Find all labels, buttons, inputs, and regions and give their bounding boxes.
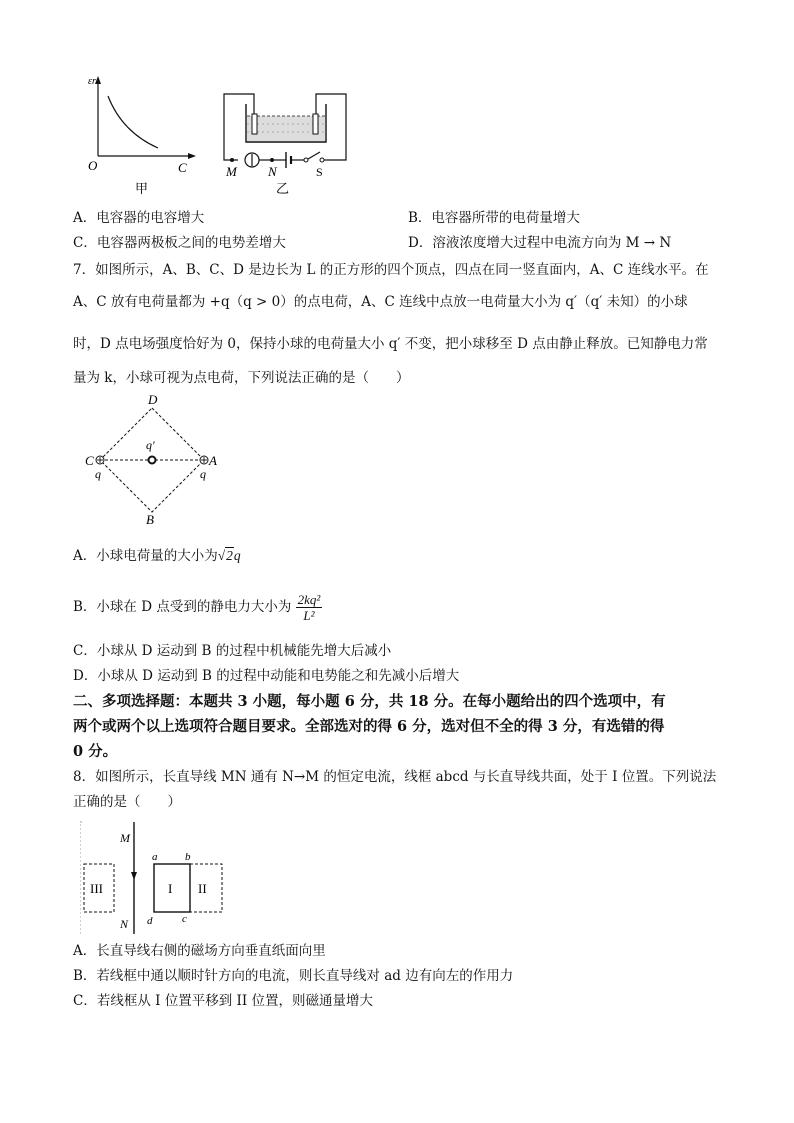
q6-option-b: B．电容器所带的电荷量增大: [408, 210, 580, 226]
section2-heading-line-3: 0 分。: [73, 743, 118, 760]
q8-fig-label-ii: II: [198, 881, 207, 896]
q7-fig-label-d: D: [148, 392, 158, 407]
section2-heading-line-2: 两个或两个以上选项符合题目要求。全部选对的得 6 分，选对但不全的得 3 分，有选错的得: [73, 718, 665, 735]
q7-stem-line-2: A、C 放有电荷量都为 +q（q > 0）的点电荷，A、C 连线中点放一电荷量大小为 q′（q′ 未知）的小球: [73, 294, 688, 310]
q8-fig-label-m: M: [120, 831, 130, 845]
q7-option-b-denominator: L²: [303, 608, 315, 623]
q7-option-c: C．小球从 D 运动到 B 的过程中机械能先增大后减小: [73, 643, 392, 659]
q7-option-a: [73, 546, 241, 566]
q8-option-b: B．若线框中通以顺时针方向的电流，则长直导线对 ad 边有向左的作用力: [73, 968, 514, 984]
figure-graph-jia: [80, 68, 200, 198]
q8-stem-line-1: 8．如图所示，长直导线 MN 通有 N→M 的恒定电流，线框 abcd 与长直导线共面，处于 I 位置。下列说法: [73, 769, 717, 785]
q8-stem-line-2: 正确的是（ ）: [73, 794, 181, 810]
q7-option-a-sqrt: √2: [217, 548, 233, 563]
q7-fig-label-q-left: q: [95, 467, 101, 481]
q6-option-d: D．溶液浓度增大过程中电流方向为 M → N: [408, 235, 672, 251]
circuit-label-n: N: [268, 164, 277, 179]
q8-option-a: A．长直导线右侧的磁场方向垂直纸面向里: [73, 943, 326, 959]
q8-fig-label-n: N: [120, 917, 129, 931]
q7-fig-label-a: A: [209, 453, 217, 468]
q7-option-b: [73, 590, 322, 624]
graph-origin-label: O: [88, 158, 98, 173]
q7-option-b-numerator: 2kq²: [297, 592, 321, 607]
figure-circuit-yi: [218, 68, 358, 198]
graph-y-label: εr: [88, 76, 96, 87]
q8-fig-label-iii: III: [90, 881, 103, 896]
circuit-label-s: S: [316, 165, 323, 179]
q7-option-d: D．小球从 D 运动到 B 的过程中动能和电势能之和先减小后增大: [73, 668, 460, 684]
graph-caption: 甲: [135, 181, 149, 196]
q7-option-b-fraction: [296, 592, 323, 623]
q7-stem-line-4: 量为 k，小球可视为点电荷，下列说法正确的是（ ）: [73, 370, 410, 386]
section2-heading-line-1: 二、多项选择题：本题共 3 小题，每小题 6 分，共 18 分。在每小题给出的四个选项中，有: [73, 693, 666, 710]
q7-stem-line-1: 7．如图所示，A、B、C、D 是边长为 L 的正方形的四个顶点，四点在同一竖直面内，A、C 连线水平。在: [73, 262, 709, 278]
q7-option-a-text: A．小球电荷量的大小为: [73, 548, 218, 564]
q7-fig-label-q-prime: q′: [146, 438, 155, 452]
q7-option-a-var: q: [233, 548, 241, 563]
q7-fig-label-q-right: q: [200, 467, 206, 481]
q6-option-a: A．电容器的电容增大: [73, 210, 205, 226]
q8-fig-label-a: a: [152, 851, 158, 863]
q8-option-c: C．若线框从 I 位置平移到 II 位置，则磁通量增大: [73, 993, 373, 1009]
q6-option-c: C．电容器两极板之间的电势差增大: [73, 235, 286, 251]
q8-fig-label-b: b: [185, 851, 191, 863]
circuit-label-m: M: [226, 164, 237, 179]
q8-wire-frame-figure: [80, 818, 230, 938]
q7-fig-label-c: C: [85, 453, 94, 468]
q7-square-figure: [80, 392, 230, 532]
circuit-caption: 乙: [276, 181, 290, 196]
q8-fig-label-c: c: [182, 913, 187, 925]
q7-fig-label-b: B: [146, 512, 154, 527]
q7-option-b-text: B．小球在 D 点受到的静电力大小为: [73, 599, 292, 615]
q8-fig-label-d: d: [147, 915, 153, 927]
q7-stem-line-3: 时，D 点电场强度恰好为 0，保持小球的电荷量大小 q′ 不变，把小球移至 D 点由静止释放。已知静电力常: [73, 336, 708, 352]
graph-x-label: C: [178, 160, 187, 175]
q8-fig-label-i: I: [168, 881, 173, 896]
